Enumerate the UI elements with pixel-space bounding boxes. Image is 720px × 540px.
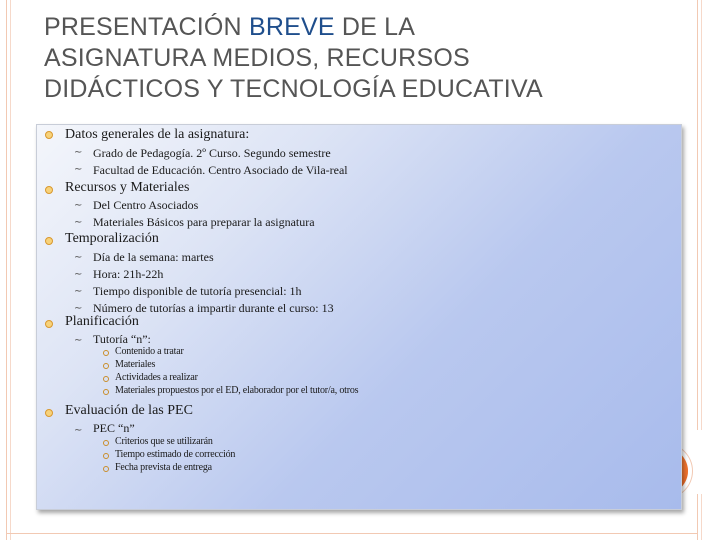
item-bullet-icon: ∼ [74,200,83,211]
frame-line-bottom [6,533,698,534]
section-heading-datos: Datos generales de la asignatura: [65,127,250,142]
item-bullet-icon: ∼ [74,269,83,280]
title-line-1-end: DE LA [334,13,416,41]
title-accent-word: BREVE [248,13,335,41]
item-bullet-icon: ∼ [74,164,83,175]
section-bullet-icon [45,409,53,417]
sub-list-item: Materiales propuestos por el ED, elaborador por el tutor/a, otros [115,385,359,396]
sub-list-item: Materiales [115,359,156,370]
list-item: Del Centro Asociados [93,198,199,212]
list-item: Número de tutorías a impartir durante el curso: 13 [93,301,334,315]
item-bullet-icon: ∼ [74,147,83,158]
sub-list-item: Actividades a realizar [115,372,198,383]
list-item: Tiempo disponible de tutoría presencial: 1h [93,284,302,298]
sub-bullet-icon [103,466,109,472]
frame-line-left [6,0,7,540]
sub-bullet-icon [103,363,109,369]
item-bullet-icon: ∼ [74,286,83,297]
item-bullet-icon: ∼ [74,252,83,263]
list-item: Facultad de Educación. Centro Asociado de Vila-real [93,163,348,177]
section-bullet-icon [45,237,53,245]
sub-bullet-icon [103,440,109,446]
section-heading-recursos: Recursos y Materiales [65,180,190,195]
section-heading-evaluacion: Evaluación de las PEC [65,403,193,418]
frame-line-right-lower-inner [701,494,702,540]
title-line-3: DIDÁCTICOS Y TECNOLOGÍA EDUCATIVA [44,75,543,103]
list-item: Día de la semana: martes [93,250,214,264]
item-bullet-icon: ∼ [74,303,83,314]
section-heading-temporalizacion: Temporalización [65,231,159,246]
item-bullet-icon: ∼ [74,217,83,228]
title-line-1-start: PRESENTACIÓN [44,13,249,41]
list-item: Tutoría “n”: [93,332,151,346]
item-bullet-icon: ∼ [74,335,83,346]
frame-line-right [697,0,698,430]
frame-line-right-inner [701,0,702,430]
list-item: Hora: 21h-22h [93,267,164,281]
title-line-2: ASIGNATURA MEDIOS, RECURSOS [44,44,470,72]
sub-list-item: Criterios que se utilizarán [115,436,213,447]
list-item: Grado de Pedagogía. 2º Curso. Segundo semestre [93,146,331,160]
sub-list-item: Fecha prevista de entrega [115,462,212,473]
section-bullet-icon [45,320,53,328]
sub-bullet-icon [103,453,109,459]
sub-bullet-icon [103,389,109,395]
frame-line-left-inner [10,0,11,540]
slide-title [44,12,664,105]
list-item: Materiales Básicos para preparar la asignatura [93,215,315,229]
sub-bullet-icon [103,376,109,382]
section-bullet-icon [45,186,53,194]
section-bullet-icon [45,131,53,139]
sub-list-item: Tiempo estimado de corrección [115,449,236,460]
sub-bullet-icon [103,350,109,356]
sub-list-item: Contenido a tratar [115,346,184,357]
item-bullet-icon: ∼ [74,425,83,436]
title-line-1 [44,12,664,43]
section-heading-planificacion: Planificación [65,314,139,329]
list-item: PEC “n” [93,421,135,435]
